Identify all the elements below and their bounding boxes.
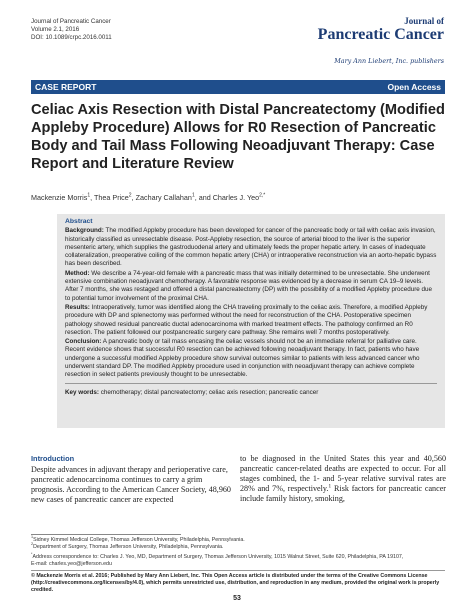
keywords-text: chemotherapy; distal pancreatectomy; celiac axis resection; pancreatic cancer (100, 388, 319, 396)
introduction-text-right-continued: Risk factors for pancreatic cancer include family history, smoking, (240, 484, 446, 503)
abstract-background-text: The modified Appleby procedure has been developed for cancer of the pancreatic body or tail with celiac axis invasion, historically classified as unresectable disease. Post-Appleby resection, the source of arterial blood to the liver is the superior mesenteric artery, which supplies the gastroduodenal artery and ultimately feeds the proper hepatic artery. In cases of inadequate collateralization, preoperative coiling of the common hepatic artery (CHA) or intraoperative reconstruction via an aorto-hepatic bypass has been described. (65, 227, 437, 268)
journal-volume: Volume 2.1, 2016 (31, 26, 80, 34)
journal-doi: DOI: 10.1089/crpc.2016.0011 (31, 34, 112, 42)
affiliation-1-text: Sidney Kimmel Medical College, Thomas Jefferson University, Philadelphia, Pennsylvania. (33, 537, 245, 543)
abstract-method (65, 270, 437, 303)
abstract-conclusion (65, 338, 437, 379)
body-column-right (240, 454, 446, 504)
introduction-heading: Introduction (31, 454, 75, 463)
open-access-label: Open Access (387, 82, 441, 92)
correspondence-mark: * (31, 552, 33, 557)
citation-mark: 1 (328, 483, 332, 490)
abstract-background (65, 227, 437, 268)
author-affiliation-mark: 2,* (259, 192, 266, 199)
abstract-method-label: Method: (65, 269, 90, 277)
logo-line-1: Journal of (404, 16, 444, 26)
author-affiliation-mark: 2 (128, 192, 132, 199)
page-number: 53 (233, 595, 241, 602)
affiliation-1 (31, 537, 445, 544)
journal-meta (31, 18, 112, 43)
article-title: Celiac Axis Resection with Distal Pancreatectomy (Modified Appleby Procedure) Allows for R0 Resection of Pancreatic Body and Tail Mass Following Neoadjuvant Therapy: Case Report and Literature Review (31, 102, 445, 172)
keywords-label: Key words: (65, 388, 99, 396)
correspondence-email[interactable]: E-mail: charles.yeo@jefferson.edu (31, 560, 112, 567)
footnote-divider (31, 534, 181, 535)
abstract-box (57, 214, 445, 428)
abstract-results (65, 304, 437, 337)
abstract-conclusion-label: Conclusion: (65, 338, 102, 346)
license-divider (31, 570, 445, 571)
author-name: Thea Price (94, 193, 129, 202)
author-name: Zachary Callahan (135, 193, 192, 202)
license-text: © Mackenzie Morris et al. 2016; Published by Mary Ann Liebert, Inc. This Open Access article is distributed under the terms of the Creative Commons License (http://creativecommons.org/licenses/by/4.0), which permits unrestricted use, distribution, and reproduction in any medium, provided the original work is properly credited. (31, 573, 440, 593)
author-name: and Charles J. Yeo (198, 193, 260, 202)
introduction-text-left: Despite advances in adjuvant therapy and perioperative care, pancreatic adenocarcinoma continues to carry a grim prognosis. According to the American Cancer Society, 48,960 new cases of pancreatic cancer are expected (31, 465, 231, 504)
journal-name: Journal of Pancreatic Cancer (31, 18, 111, 25)
affiliation-2 (31, 541, 445, 551)
affiliation-2-text: Department of Surgery, Thomas Jefferson University, Philadelphia, Pennsylvania. (33, 543, 224, 550)
abstract-method-text: We describe a 74-year-old female with a pancreatic mass that was initially determined to be unresectable. She underwent extensive combination neoadjuvant chemotherapy. A favorable response was evidenced by a decrease in serum CA 19–9 levels. After 7 months, she was restaged and offered a distal pancreatectomy (DP) with the possibility of a modified Appleby procedure due to potential tumor involvement of the proximal CHA. (65, 269, 433, 302)
abstract-background-label: Background: (65, 227, 104, 235)
affiliation-mark: 1 (31, 535, 34, 540)
affiliation-mark: 2 (31, 541, 34, 546)
keywords (65, 389, 437, 397)
publisher-logo: Mary Ann Liebert, Inc. publishers (334, 57, 444, 65)
author-list: Mackenzie Morris$^1$, Thea Price$^2$, Zachary Callahan$^1$, and Charles J. Yeo$^{2,*}$ (31, 192, 266, 202)
introduction-text-right: to be diagnosed in the United States this year and 40,560 pancreatic cancer-related deaths are expected to occur. For all stages combined, the 1- and 5-year relative survival rates are 28% and 7%, respectively. (240, 454, 446, 493)
abstract-results-label: Results: (65, 303, 90, 311)
correspondence (31, 554, 445, 561)
abstract-conclusion-text: A pancreatic body or tail mass encasing the celiac vessels should not be an immediate referral for palliative care. Recent evidence shows that successful R0 resection can be achieved following neoadjuvant therapy. In fact, patients who have undergone a successful modified Appleby procedure show survival outcomes similar to patients with less advanced cancer who underwent standard DP. The modified Appleby procedure used in conjunction with neoadjuvant therapy can achieve complete resection in select patients previously thought to be unresectable. (65, 338, 420, 379)
abstract-heading: Abstract (65, 218, 93, 225)
footnotes (31, 537, 445, 593)
abstract-divider (65, 383, 437, 384)
journal-logo (318, 16, 444, 65)
abstract-results-text: Intraoperatively, tumor was identified along the CHA traveling proximally to the celiac axis. Therefore, a modified Appleby procedure with DP and splenectomy was performed without the need for reconstruction of the CHA. Postoperative specimen pathology showed residual pancreatic ductal adenocarcinoma with marked treatment effects. The pathology confirmed an R0 resection. The patient followed our postpancreatic surgery care pathway. She remains well 7 months postoperatively. (65, 303, 428, 336)
body-column-left (31, 454, 235, 505)
article-type-label: CASE REPORT (35, 82, 97, 92)
logo-line-2: Pancreatic Cancer (317, 26, 444, 43)
author-affiliation-mark: 1 (87, 192, 91, 199)
article-type-banner (31, 80, 445, 94)
correspondence-address: Address correspondence to: Charles J. Yeo, MD, Department of Surgery, Thomas Jefferson University, 1015 Walnut Street, Suite 620, Philadelphia, PA 19107, (32, 554, 404, 561)
author-name: Mackenzie Morris (31, 193, 88, 202)
author-affiliation-mark: 1 (191, 192, 195, 199)
